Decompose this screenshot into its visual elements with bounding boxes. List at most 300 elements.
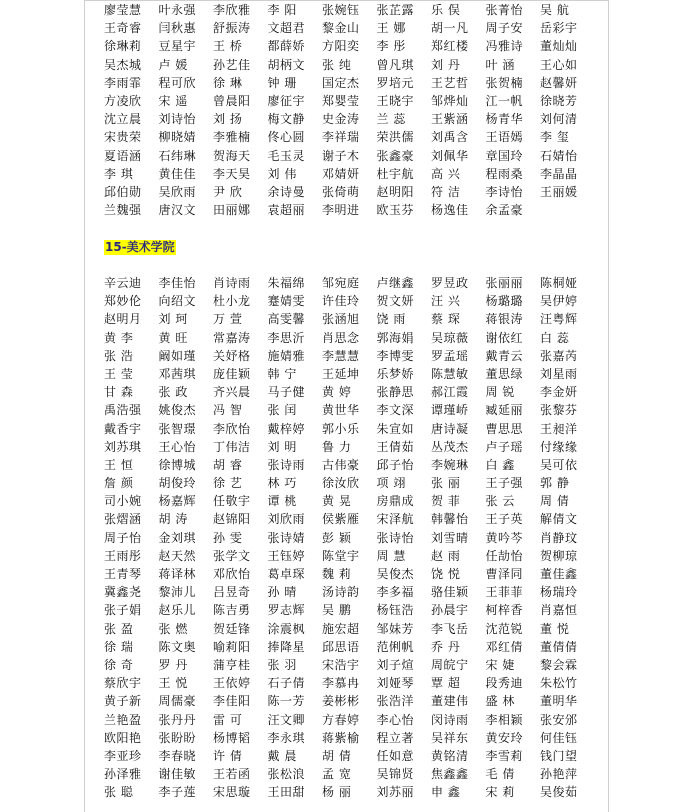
- student-name: 赵 雨: [431, 548, 461, 563]
- student-name: 赵锦阳: [213, 512, 251, 527]
- student-name: 蒋译林: [158, 567, 197, 581]
- student-name: 王子英: [485, 512, 524, 527]
- student-name: 李相颖: [485, 712, 524, 727]
- student-name: 邹烨灿: [431, 93, 469, 108]
- student-name: 李 阳: [267, 3, 297, 17]
- student-name: 吴可依: [540, 457, 578, 472]
- student-name: 孙艳萍: [540, 767, 578, 782]
- student-name: 刘何清: [540, 112, 578, 127]
- student-name: 张 丽: [431, 476, 461, 491]
- student-name: 张静思: [376, 385, 415, 400]
- student-name: 杨璐璐: [485, 294, 524, 309]
- student-name: 黄世华: [322, 403, 360, 418]
- student-name: 王延坤: [322, 366, 360, 381]
- student-name: 杨 丽: [322, 785, 352, 800]
- student-name: [540, 201, 595, 219]
- student-name: 葛卓琛: [267, 567, 306, 581]
- student-name: 张学文: [213, 548, 251, 563]
- student-name: 胡柄文: [267, 57, 306, 72]
- name-row: [104, 183, 604, 201]
- student-name: 王奇睿: [104, 21, 142, 36]
- student-name: 王心如: [540, 57, 578, 72]
- student-name: 周 锐: [485, 385, 515, 400]
- name-row: [104, 383, 604, 401]
- student-name: 冀鑫尧: [104, 585, 142, 600]
- student-name: 李博雯: [376, 348, 415, 363]
- student-name: 贺廷锋: [213, 621, 251, 636]
- student-name: 王 恒: [104, 457, 134, 472]
- student-name: 董灿灿: [540, 39, 578, 54]
- student-name: 董建伟: [431, 694, 469, 709]
- student-name: 刘禹含: [431, 130, 469, 145]
- name-row: [104, 529, 604, 547]
- student-name: 王 桥: [213, 39, 243, 54]
- student-name: 贺海天: [213, 148, 251, 163]
- name-row: [104, 729, 604, 747]
- student-name: 柯梓香: [485, 603, 524, 618]
- student-name: 荣洪儒: [376, 130, 415, 145]
- student-name: 张诗怡: [376, 530, 415, 545]
- student-name: 王菲菲: [485, 585, 524, 600]
- student-name: 郑妙伦: [104, 294, 142, 309]
- student-name: 刘苏丽: [376, 785, 415, 800]
- student-name: 任劼怡: [485, 548, 524, 563]
- student-name: 徐 瑞: [104, 639, 134, 654]
- student-name: 卢 媛: [158, 57, 188, 72]
- name-row: [104, 747, 604, 765]
- student-name: 黄佳佳: [158, 166, 197, 181]
- student-name: 黄 李: [104, 330, 134, 345]
- student-name: 胡俊玲: [158, 476, 197, 491]
- student-name: 邓茜琪: [158, 366, 197, 381]
- student-name: 江一帆: [485, 93, 524, 108]
- student-name: 王 莹: [104, 366, 134, 381]
- student-name: 曾凡琪: [376, 57, 415, 72]
- student-name: 施婧雅: [267, 348, 306, 363]
- student-name: 徐博城: [158, 457, 197, 472]
- student-name: 汪 兴: [431, 294, 461, 309]
- student-name: 侯紫雁: [322, 512, 360, 527]
- student-name: 文超君: [267, 21, 306, 36]
- student-name: 蒋紫榆: [322, 730, 360, 745]
- student-name: 陈吉勇: [213, 603, 251, 618]
- student-name: 陈堂宇: [322, 548, 360, 563]
- name-row: [104, 474, 604, 492]
- student-name: 张诗婧: [267, 530, 306, 545]
- student-name: 邱思语: [322, 639, 360, 654]
- student-name: 胡 睿: [213, 457, 243, 472]
- student-name: 陈慧敏: [431, 366, 469, 381]
- student-name: 董 悦: [540, 621, 570, 636]
- student-name: 郭海娟: [376, 330, 415, 345]
- student-name: 孙 雯: [213, 530, 243, 545]
- student-name: 汪粤辉: [540, 312, 578, 327]
- student-name: 姜彬彬: [322, 694, 360, 709]
- student-name: 刘佩华: [431, 148, 469, 163]
- student-name: 夏语涵: [104, 148, 142, 163]
- student-name: 李欣怡: [213, 421, 251, 436]
- student-name: 张熠涵: [104, 512, 142, 527]
- student-name: 吴俊杰: [376, 567, 415, 581]
- student-name: 袁超丽: [267, 203, 306, 218]
- student-name: 张诗雨: [267, 457, 306, 472]
- student-name: 任敬宇: [213, 494, 251, 509]
- name-row: [104, 74, 604, 92]
- student-name: 刘欣雨: [267, 512, 306, 527]
- name-row: [104, 547, 604, 565]
- student-name: 李慕冉: [322, 676, 360, 691]
- student-name: 孙晨宇: [431, 603, 469, 618]
- student-name: 胡 倩: [322, 748, 352, 763]
- student-name: 李雪莉: [485, 748, 524, 763]
- student-name: 马子健: [267, 385, 306, 400]
- student-name: 宋 莉: [485, 785, 515, 800]
- student-name: 王钰婷: [267, 548, 306, 563]
- student-name: 向绍文: [158, 294, 197, 309]
- student-name: 豆星宇: [158, 39, 197, 54]
- student-name: 杨嘉辉: [158, 494, 197, 509]
- student-name: 朱宣如: [376, 421, 415, 436]
- student-name: 邓欣怡: [213, 567, 251, 581]
- student-name: 邓红倩: [485, 639, 524, 654]
- student-name: 赵乐儿: [158, 603, 197, 618]
- student-name: 王晓宇: [376, 93, 415, 108]
- student-name: 刘 明: [267, 439, 297, 454]
- student-name: 戴香宇: [104, 421, 142, 436]
- student-name: 张丹丹: [158, 712, 197, 727]
- student-name: 张 浩: [104, 348, 134, 363]
- student-name: 谭瑾峤: [431, 403, 469, 418]
- name-row: [104, 1, 604, 19]
- student-name: 都薛娇: [267, 39, 306, 54]
- student-name: 李晶晶: [540, 166, 578, 181]
- student-name: 宋浩宇: [322, 657, 360, 672]
- student-name: 李天昊: [213, 166, 251, 181]
- student-name: 曹思思: [485, 421, 524, 436]
- student-name: 李婉琳: [431, 457, 469, 472]
- student-name: 李祥瑞: [322, 130, 360, 145]
- student-name: 程雨桑: [485, 166, 524, 181]
- student-name: 施宏超: [322, 621, 360, 636]
- student-name: 徐琳莉: [104, 39, 142, 54]
- name-row: [104, 147, 604, 165]
- student-name: 鲁 力: [322, 439, 352, 454]
- student-name: 邱子怡: [376, 457, 415, 472]
- student-name: 周皖宁: [431, 657, 469, 672]
- student-name: 汪文卿: [267, 712, 306, 727]
- student-name: 李 玺: [540, 130, 570, 145]
- student-name: 张 盈: [104, 621, 134, 636]
- student-name: 李金妍: [540, 385, 578, 400]
- student-name: 谢子木: [322, 148, 360, 163]
- student-name: 戴梓婷: [267, 421, 306, 436]
- student-name: 项 翊: [376, 476, 406, 491]
- student-name: 谢佳敏: [158, 767, 197, 782]
- student-name: 邹宛庭: [322, 276, 360, 290]
- student-name: 张浩洋: [376, 694, 415, 709]
- student-name: 范俐帆: [376, 639, 415, 654]
- student-name: 赵明月: [104, 312, 142, 327]
- name-row: [104, 347, 604, 365]
- student-name: 黄 旺: [158, 330, 188, 345]
- student-name: 郭 静: [540, 476, 570, 491]
- student-name: 汤诗韵: [322, 585, 360, 600]
- student-name: 王 娜: [376, 21, 406, 36]
- student-name: 方凌欣: [104, 93, 142, 108]
- student-name: 张黎芬: [540, 403, 578, 418]
- student-name: 周儒豪: [158, 694, 197, 709]
- student-name: 李心怡: [376, 712, 415, 727]
- name-row: [104, 620, 604, 638]
- student-name: 徐 奇: [104, 657, 134, 672]
- name-row: [104, 274, 604, 292]
- name-row: [104, 783, 604, 801]
- student-name: 吴 鹏: [322, 603, 352, 618]
- student-name: 赵馨妍: [540, 75, 578, 90]
- student-name: 陈桐娅: [540, 276, 578, 290]
- student-name: 肖诗雨: [213, 276, 251, 290]
- student-name: 万 萱: [213, 312, 243, 327]
- student-name: 廖征宇: [267, 93, 306, 108]
- student-name: 张丽丽: [485, 276, 524, 290]
- name-row: [104, 292, 604, 310]
- student-name: 丁伟洁: [213, 439, 251, 454]
- student-name: 张 燃: [158, 621, 188, 636]
- student-name: 罗志辉: [267, 603, 306, 618]
- student-name: 喻莉阳: [213, 639, 251, 654]
- student-name: 盛 林: [485, 694, 515, 709]
- student-name: 王心怡: [158, 439, 197, 454]
- student-name: 关妤格: [213, 348, 251, 363]
- student-name: 黎沛儿: [158, 585, 197, 600]
- student-name: 李永琪: [267, 730, 306, 745]
- name-list-top: [104, 1, 604, 219]
- student-name: 闫秋惠: [158, 21, 197, 36]
- student-name: 余孟豪: [485, 203, 524, 218]
- student-name: 谢依红: [485, 330, 524, 345]
- student-name: 张 纯: [322, 57, 352, 72]
- student-name: 古伟豪: [322, 457, 360, 472]
- student-name: 常嘉涛: [213, 330, 251, 345]
- name-row: [104, 56, 604, 74]
- student-name: 李子莲: [158, 785, 197, 800]
- name-row: [104, 565, 604, 583]
- student-name: 许佳玲: [322, 294, 360, 309]
- student-name: 沈立晨: [104, 112, 142, 127]
- student-name: 李欣雅: [213, 3, 251, 17]
- student-name: 林 巧: [267, 476, 297, 491]
- student-name: 张鑫豪: [376, 148, 415, 163]
- student-name: 钱门望: [540, 748, 578, 763]
- name-list-main: [104, 274, 604, 801]
- student-name: 郝江霞: [431, 385, 469, 400]
- student-name: 宋 遥: [158, 93, 188, 108]
- student-name: 曾晨阳: [213, 93, 251, 108]
- student-name: 梅文静: [267, 112, 306, 127]
- student-name: 张 政: [158, 385, 188, 400]
- student-name: 齐兴晨: [213, 385, 251, 400]
- name-row: [104, 310, 604, 328]
- student-name: 李春晓: [158, 748, 197, 763]
- student-name: 罗孟瑶: [431, 348, 469, 363]
- student-name: 杨博韬: [213, 730, 251, 745]
- student-name: 王艺哲: [431, 75, 469, 90]
- student-name: 覃 超: [431, 676, 461, 691]
- name-row: [104, 365, 604, 383]
- student-name: 董思绿: [485, 366, 524, 381]
- name-row: [104, 656, 604, 674]
- student-name: 吴祥东: [431, 730, 469, 745]
- student-name: 柳晓婧: [158, 130, 197, 145]
- student-name: 尹 欣: [213, 184, 243, 199]
- student-name: 骆佳颖: [431, 585, 469, 600]
- student-name: 张智璟: [158, 421, 197, 436]
- name-row: [104, 510, 604, 528]
- student-name: 唐汉文: [158, 203, 197, 218]
- student-name: 郑红楼: [431, 39, 469, 54]
- student-name: 王倩茹: [376, 439, 415, 454]
- student-name: 贺 菲: [431, 494, 461, 509]
- student-name: 彭 颖: [322, 530, 352, 545]
- student-name: 李亚珍: [104, 748, 142, 763]
- student-name: 宋泽航: [376, 512, 415, 527]
- student-name: 毛 倩: [485, 767, 515, 782]
- student-name: 吴欣雨: [158, 184, 197, 199]
- name-row: [104, 110, 604, 128]
- student-name: 欧玉芬: [376, 203, 415, 218]
- student-name: 石子倩: [267, 676, 306, 691]
- student-name: 罗培元: [376, 75, 415, 90]
- student-name: 蒲亨桂: [213, 657, 251, 672]
- student-name: 司小婉: [104, 494, 142, 509]
- student-name: 禹浩强: [104, 403, 142, 418]
- student-name: 房鼎成: [376, 494, 415, 509]
- student-name: 黎会霖: [540, 657, 578, 672]
- student-name: 吴锦贤: [376, 767, 415, 782]
- student-name: 蔡 琛: [431, 312, 461, 327]
- student-name: 郭小乐: [322, 421, 360, 436]
- student-name: 杨逸佳: [431, 203, 469, 218]
- student-name: 蒋银涛: [485, 312, 524, 327]
- student-name: 宋思璇: [213, 785, 251, 800]
- student-name: 丛茂杰: [431, 439, 469, 454]
- student-name: 胡一凡: [431, 21, 469, 36]
- student-name: 李 彤: [376, 39, 406, 54]
- name-row: [104, 37, 604, 55]
- student-name: 毛玉灵: [267, 148, 306, 163]
- student-name: 杨钰浩: [376, 603, 415, 618]
- student-name: 申 鑫: [431, 785, 461, 800]
- student-name: 徐 艺: [213, 476, 243, 491]
- student-name: 李 琪: [104, 166, 134, 181]
- student-name: 邹妹芳: [376, 621, 415, 636]
- student-name: 周子安: [485, 21, 524, 36]
- student-name: 兰艳盈: [104, 712, 142, 727]
- student-name: 焦鑫鑫: [431, 767, 469, 782]
- left-margin-line: [84, 0, 85, 812]
- student-name: 陈文奥: [158, 639, 197, 654]
- student-name: 王子强: [485, 476, 524, 491]
- name-row: [104, 765, 604, 783]
- student-name: 庞佳颖: [213, 366, 251, 381]
- student-name: 赵明阳: [376, 184, 415, 199]
- student-name: 乔 丹: [431, 639, 461, 654]
- student-name: 王紫涵: [431, 112, 469, 127]
- student-name: 白 蕊: [540, 330, 570, 345]
- student-name: 刘 伟: [267, 166, 297, 181]
- student-name: 白 鑫: [485, 457, 515, 472]
- student-name: 刘子煊: [376, 657, 415, 672]
- student-name: 卢继鑫: [376, 276, 415, 290]
- student-name: 金刘琪: [158, 530, 197, 545]
- student-name: 李佳阳: [213, 694, 251, 709]
- right-margin-line: [608, 0, 609, 812]
- student-name: 肖嘉恒: [540, 603, 578, 618]
- section-heading: 15-美术学院: [105, 240, 175, 254]
- student-name: 杜宇航: [376, 166, 415, 181]
- student-name: 张涵旭: [322, 312, 360, 327]
- student-name: 黎金山: [322, 21, 360, 36]
- student-name: 冯雅诗: [485, 39, 524, 54]
- student-name: 兰 蕊: [376, 112, 406, 127]
- student-name: 章国玲: [485, 148, 524, 163]
- student-name: 黄 婷: [322, 385, 352, 400]
- student-name: 唐诗凝: [431, 421, 469, 436]
- student-name: 宋 婕: [485, 657, 515, 672]
- student-name: 吕昱奇: [213, 585, 251, 600]
- student-name: 肖静玟: [540, 530, 578, 545]
- student-name: 张贺楠: [485, 75, 524, 90]
- student-name: 阚如瑾: [158, 348, 197, 363]
- student-name: 乐梦娇: [376, 366, 415, 381]
- name-row: [104, 128, 604, 146]
- student-name: 孙 晴: [267, 585, 297, 600]
- student-name: 吴俊茹: [540, 785, 578, 800]
- student-name: 张芷露: [376, 3, 415, 17]
- student-name: 韩馨怡: [431, 512, 469, 527]
- name-row: [104, 401, 604, 419]
- student-name: 余诗曼: [267, 184, 306, 199]
- student-name: 王田甜: [267, 785, 306, 800]
- student-name: 张子娟: [104, 603, 142, 618]
- student-name: 董倩倩: [540, 639, 578, 654]
- student-name: 张倚萌: [322, 184, 360, 199]
- student-name: 欧阳艳: [104, 730, 142, 745]
- student-name: 张盼盼: [158, 730, 197, 745]
- student-name: 李多福: [376, 585, 415, 600]
- name-row: [104, 692, 604, 710]
- student-name: 李雅楠: [213, 130, 251, 145]
- student-name: 沈范锐: [485, 621, 524, 636]
- name-row: [104, 92, 604, 110]
- student-name: 孟 宽: [322, 767, 352, 782]
- student-name: 胡 涛: [158, 512, 188, 527]
- student-name: 吴琼薇: [431, 330, 469, 345]
- student-name: 石婧怡: [540, 148, 578, 163]
- name-row: [104, 492, 604, 510]
- name-row: [104, 19, 604, 37]
- student-name: 叶永强: [158, 3, 197, 17]
- student-name: 魏 莉: [322, 567, 352, 581]
- student-name: 王青琴: [104, 567, 142, 581]
- student-name: 韩 宁: [267, 366, 297, 381]
- student-name: 解倩文: [540, 512, 578, 527]
- student-name: 张安邠: [540, 712, 578, 727]
- student-name: 王 悦: [158, 676, 188, 691]
- student-name: 饶 悦: [431, 567, 461, 581]
- student-name: 符 洁: [431, 184, 461, 199]
- student-name: 方春婷: [322, 712, 360, 727]
